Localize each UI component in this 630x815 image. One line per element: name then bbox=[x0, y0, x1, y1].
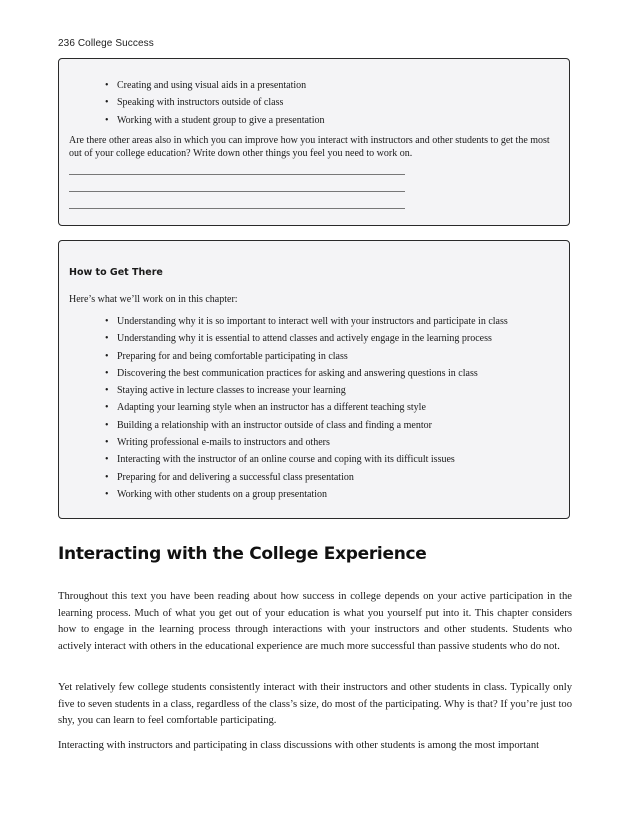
bullet-icon: • bbox=[105, 419, 109, 431]
bullet-icon: • bbox=[105, 471, 109, 483]
list-item bbox=[105, 486, 508, 503]
reflection-prompt: Are there other areas also in which you can improve how you interact with instructors and other students to get the most out of your college education? Write down other things you feel you need to work on. bbox=[69, 135, 550, 159]
list-item bbox=[105, 417, 508, 434]
list-item-text: Building a relationship with an instructor outside of class and finding a mentor bbox=[117, 419, 432, 431]
body-paragraph: Yet relatively few college students consistently interact with their instructors and other students in class. Typically only five to seven students in a class, regardless of the class’s size, do most of the participating. Why is that? If you’re just too shy, you can learn to feel comfortable participating. bbox=[58, 682, 572, 726]
list-item-text: Writing professional e-mails to instructors and others bbox=[117, 437, 330, 449]
answer-line bbox=[69, 208, 405, 209]
bullet-icon: • bbox=[105, 114, 109, 126]
running-head: 236 College Success bbox=[58, 38, 154, 49]
list-item bbox=[105, 469, 508, 486]
bullet-icon: • bbox=[105, 437, 109, 449]
list-item bbox=[105, 112, 325, 129]
list-item-text: Creating and using visual aids in a presentation bbox=[117, 80, 307, 91]
section-title: Interacting with the College Experience bbox=[58, 544, 427, 564]
bullet-icon: • bbox=[105, 488, 109, 500]
bullet-icon: • bbox=[105, 97, 109, 109]
bullet-icon: • bbox=[105, 333, 109, 345]
list-item bbox=[105, 382, 508, 399]
list-item-text: Adapting your learning style when an instructor has a different teaching style bbox=[117, 402, 426, 414]
list-item-text: Preparing for and delivering a successful class presentation bbox=[117, 471, 354, 483]
chapter-goals-list bbox=[105, 313, 508, 503]
list-item-text: Understanding why it is so important to interact well with your instructors and participate in class bbox=[117, 316, 508, 327]
bullet-icon: • bbox=[105, 350, 109, 362]
list-item bbox=[105, 451, 508, 468]
box-intro: Here’s what we’ll work on in this chapter: bbox=[69, 294, 238, 305]
list-item bbox=[105, 365, 508, 382]
box-heading: How to Get There bbox=[69, 267, 163, 278]
self-assessment-box bbox=[58, 58, 570, 226]
list-item-text: Discovering the best communication practices for asking and answering questions in class bbox=[117, 367, 478, 379]
list-item-text: Working with other students on a group presentation bbox=[117, 488, 327, 500]
body-paragraph: Throughout this text you have been reading about how success in college depends on your active participation in the learning process. Much of what you get out of your education is what you yourself put into it. This chapter considers how to engage in the learning process through interactions with your instructors and other students. Students who actively interact with others in the educational experience are much more successful than passive students who do not. bbox=[58, 591, 572, 652]
list-item bbox=[105, 313, 508, 330]
bullet-icon: • bbox=[105, 80, 109, 91]
skills-list bbox=[105, 77, 325, 129]
list-item bbox=[105, 94, 325, 111]
bullet-icon: • bbox=[105, 402, 109, 414]
list-item bbox=[105, 434, 508, 451]
answer-line bbox=[69, 191, 405, 192]
list-item bbox=[105, 77, 325, 94]
list-item-text: Speaking with instructors outside of class bbox=[117, 97, 284, 109]
bullet-icon: • bbox=[105, 367, 109, 379]
list-item-text: Preparing for and being comfortable participating in class bbox=[117, 350, 348, 362]
answer-line bbox=[69, 174, 405, 175]
bullet-icon: • bbox=[105, 385, 109, 397]
list-item bbox=[105, 348, 508, 365]
bullet-icon: • bbox=[105, 316, 109, 327]
list-item-text: Understanding why it is essential to attend classes and actively engage in the learning process bbox=[117, 333, 492, 345]
list-item-text: Interacting with the instructor of an online course and coping with its difficult issues bbox=[117, 454, 455, 466]
how-to-get-there-box bbox=[58, 240, 570, 519]
list-item bbox=[105, 330, 508, 347]
list-item-text: Working with a student group to give a presentation bbox=[117, 114, 325, 126]
bullet-icon: • bbox=[105, 454, 109, 466]
list-item-text: Staying active in lecture classes to increase your learning bbox=[117, 385, 346, 397]
list-item bbox=[105, 399, 508, 416]
body-paragraph: Interacting with instructors and participating in class discussions with other students is among the most important bbox=[58, 740, 540, 751]
